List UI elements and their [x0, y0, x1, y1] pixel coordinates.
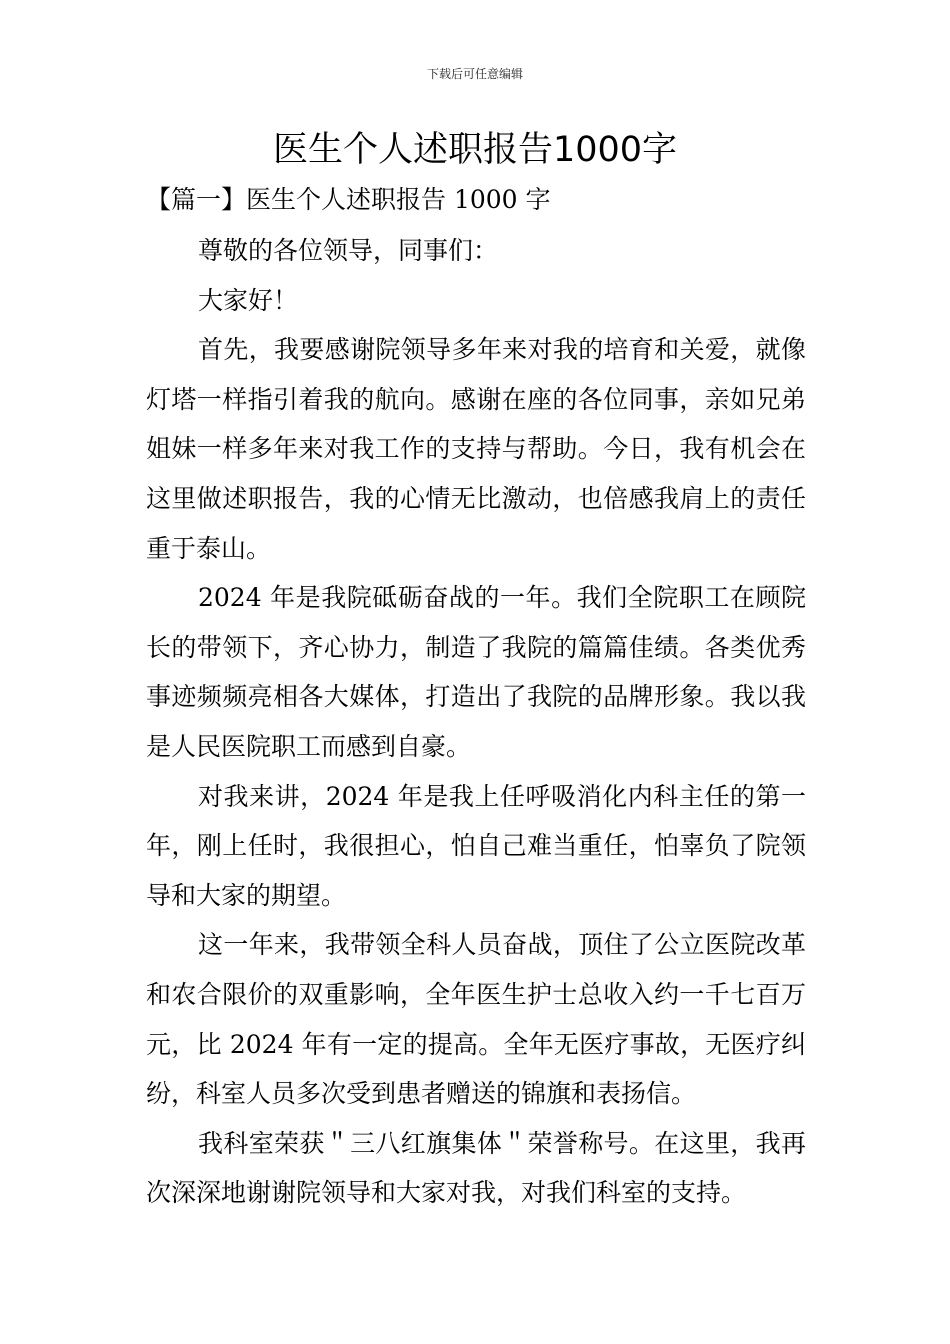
document-body [146, 226, 806, 1218]
section-heading: 【篇一】医生个人述职报告 1000 字 [146, 185, 551, 214]
body-paragraph: 首先，我要感谢院领导多年来对我的培育和关爱，就像灯塔一样指引着我的航向。感谢在座的各位同事，亲如兄弟姐妹一样多年来对我工作的支持与帮助。今日，我有机会在这里做述职报告，我的心情无比激动，也倍感我肩上的责任重于泰山。 [146, 335, 806, 563]
body-paragraph: 这一年来，我带领全科人员奋战，顶住了公立医院改革和农合限价的双重影响，全年医生护士总收入约一千七百万元，比 2024 年有一定的提高。全年无医疗事故，无医疗纠纷，科室人员多次受到患者赠送的锦旗和表扬信。 [146, 930, 806, 1109]
greeting-paragraph: 尊敬的各位领导，同事们： [198, 236, 499, 265]
body-paragraph: 2024 年是我院砥砺奋战的一年。我们全院职工在顾院长的带领下，齐心协力，制造了我院的篇篇佳绩。各类优秀事迹频频亮相各大媒体，打造出了我院的品牌形象。我以我是人民医院职工而感到自豪。 [146, 583, 806, 761]
body-paragraph: 对我来讲，2024 年是我上任呼吸消化内科主任的第一年，刚上任时，我很担心，怕自己难当重任，怕辜负了院领导和大家的期望。 [146, 781, 806, 910]
body-paragraph: 我科室荣获＂三八红旗集体＂荣誉称号。在这里，我再次深深地谢谢院领导和大家对我，对我们科室的支持。 [146, 1128, 806, 1208]
document-title: 医生个人述职报告1000字 [272, 130, 678, 170]
page-header-note: 下载后可任意编辑 [426, 67, 523, 81]
salutation-paragraph: 大家好！ [198, 285, 299, 315]
